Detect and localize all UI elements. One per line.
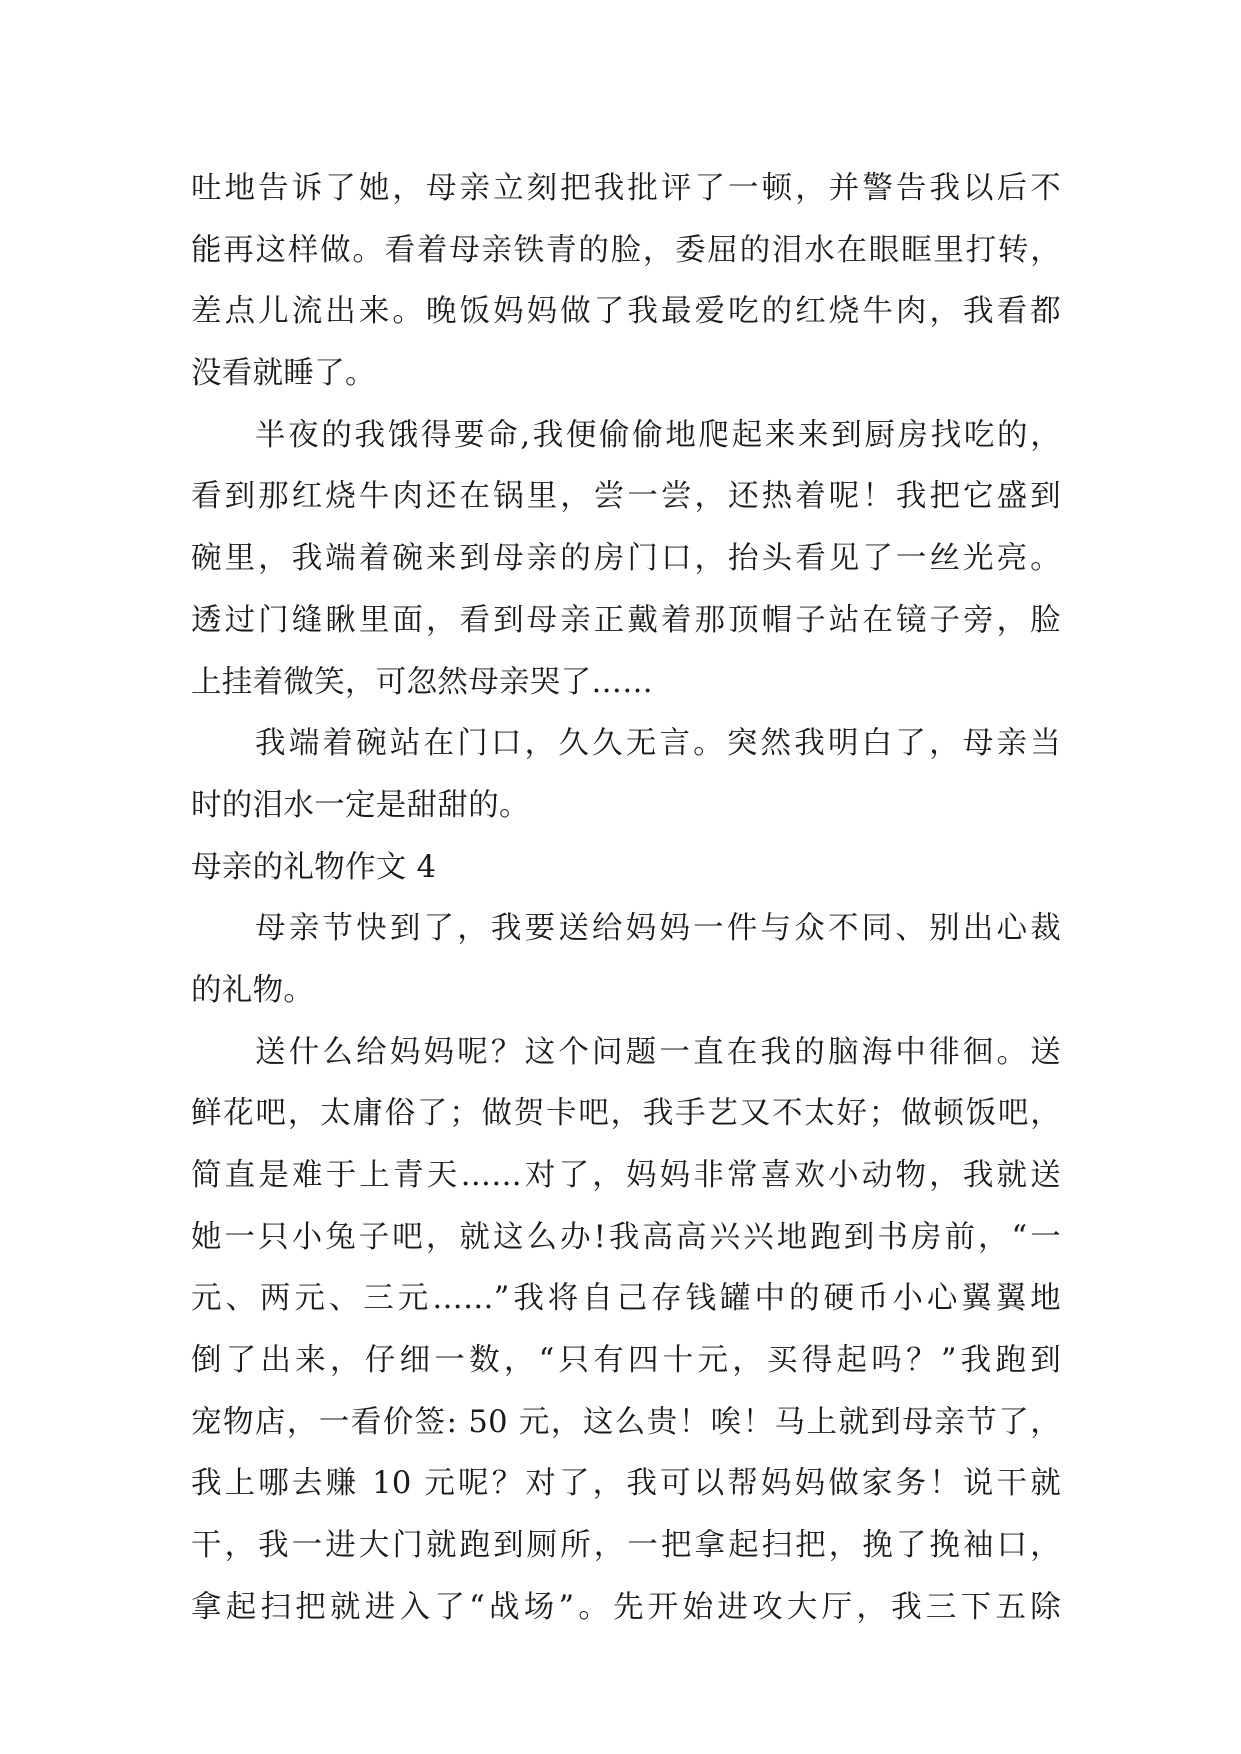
- text-line: 宠物店，一看价签: 50 元，这么贵！唉！马上就到母亲节了，: [191, 1404, 1061, 1440]
- text-line: 拿起扫把就进入了“战场”。先开始进攻大厅，我三下五除: [191, 1589, 1061, 1625]
- text-line: 元、两元、三元……”我将自己存钱罐中的硬币小心翼翼地: [191, 1281, 1061, 1317]
- text-line: 吐地告诉了她，母亲立刻把我批评了一顿，并警告我以后不: [191, 171, 1061, 206]
- text-line: 能再这样做。看着母亲铁青的脸，委屈的泪水在眼眶里打转，: [191, 232, 1061, 268]
- text-line: 看到那红烧牛肉还在锅里，尝一尝，还热着呢！我把它盛到: [191, 479, 1061, 515]
- text-line: 时的泪水一定是甜甜的。: [191, 787, 530, 823]
- paragraph-first-line: 我端着碗站在门口，久久无言。突然我明白了，母亲当: [255, 726, 1061, 762]
- text-line: 的礼物。: [191, 972, 315, 1008]
- paragraph-first-line: 半夜的我饿得要命,我便偷偷地爬起来来到厨房找吃的，: [255, 417, 1061, 453]
- document-body: [191, 158, 1061, 1639]
- text-line: 简直是难于上青天……对了，妈妈非常喜欢小动物，我就送: [191, 1158, 1061, 1193]
- text-line: 干，我一进大门就跑到厕所，一把拿起扫把，挽了挽袖口，: [191, 1528, 1061, 1564]
- text-line: 她一只小兔子吧，就这么办!我高高兴兴地跑到书房前，“一: [191, 1219, 1061, 1255]
- paragraph-first-line: 母亲节快到了，我要送给妈妈一件与众不同、别出心裁: [255, 911, 1061, 947]
- text-line: 没看就睡了。: [191, 356, 376, 392]
- text-line: 上挂着微笑，可忽然母亲哭了……: [191, 664, 653, 700]
- text-line: 碗里，我端着碗来到母亲的房门口，抬头看见了一丝光亮。: [191, 541, 1061, 577]
- text-line: 差点儿流出来。晚饭妈妈做了我最爱吃的红烧牛肉，我看都: [191, 294, 1061, 330]
- text-line: 透过门缝瞅里面，看到母亲正戴着那顶帽子站在镜子旁，脸: [191, 602, 1061, 638]
- text-line: 我上哪去赚 10 元呢？对了，我可以帮妈妈做家务！说干就: [191, 1466, 1061, 1502]
- text-line: 鲜花吧，太庸俗了；做贺卡吧，我手艺又不太好；做顿饭吧，: [191, 1096, 1061, 1132]
- section-heading: 母亲的礼物作文 4: [191, 849, 437, 885]
- paragraph-first-line: 送什么给妈妈呢？这个问题一直在我的脑海中徘徊。送: [255, 1034, 1061, 1070]
- text-line: 倒了出来，仔细一数，“只有四十元，买得起吗？”我跑到: [191, 1343, 1061, 1379]
